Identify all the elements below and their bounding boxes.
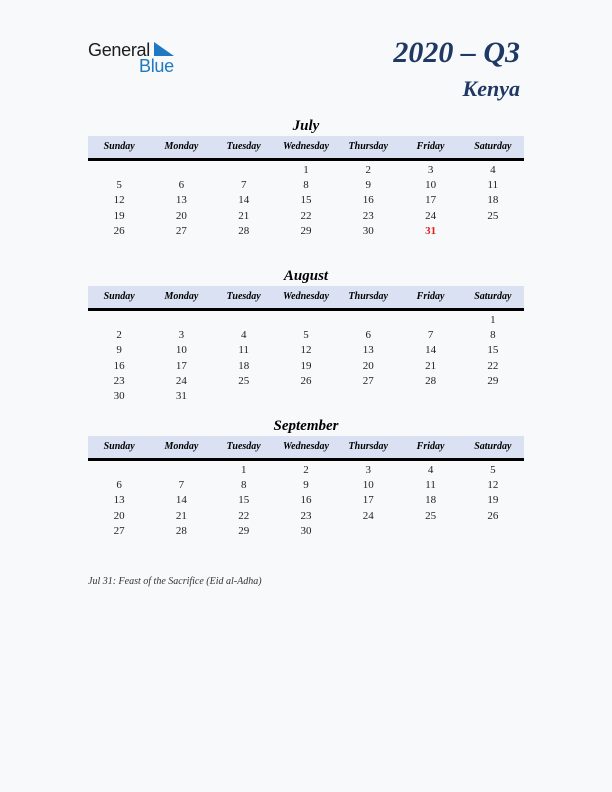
weekday-label: Thursday: [348, 291, 388, 302]
day-cell: 17: [425, 194, 437, 207]
weekday-label: Wednesday: [283, 141, 329, 152]
weekday-label: Tuesday: [226, 141, 261, 152]
empty-cell: [213, 313, 275, 328]
day-cell: 11: [487, 179, 499, 192]
day-cell: 7: [427, 329, 434, 342]
day-cell: 16: [113, 359, 125, 372]
day-cell: 12: [300, 344, 312, 357]
month-title: August: [283, 268, 329, 284]
day-cell: 19: [300, 359, 312, 372]
day-cell: 28: [425, 374, 437, 387]
day-cell: 15: [487, 344, 499, 357]
weekday-label: Saturday: [474, 441, 512, 452]
day-cell: 1: [240, 464, 247, 476]
empty-cell: [150, 313, 212, 328]
day-cell: 21: [425, 359, 437, 372]
empty-cell: [88, 463, 150, 478]
weekday-label: Thursday: [348, 141, 388, 152]
day-cell: 22: [487, 359, 499, 372]
day-cell: 27: [175, 224, 187, 237]
day-cell: 7: [240, 179, 247, 192]
day-cell: 18: [238, 359, 250, 372]
weekday-label: Sunday: [103, 441, 135, 452]
month-september: [88, 416, 524, 539]
weekday-header: [88, 136, 524, 161]
day-cell: 14: [425, 344, 437, 357]
day-cell: 29: [238, 524, 250, 537]
day-cell: 21: [238, 209, 250, 222]
weekday-label: Tuesday: [226, 291, 261, 302]
weekday-header: [88, 436, 524, 461]
day-cell: 27: [362, 374, 374, 387]
day-cell: 23: [300, 509, 312, 522]
day-cell: 9: [365, 179, 372, 192]
empty-cell: [462, 524, 524, 539]
empty-cell: [337, 524, 399, 539]
day-cell: 20: [175, 209, 187, 222]
weekday-label: Monday: [164, 141, 199, 152]
day-cell: 22: [238, 509, 250, 522]
empty-cell: [150, 163, 212, 178]
day-cell: 30: [113, 389, 125, 402]
weekday-label: Sunday: [103, 141, 135, 152]
day-cell: 11: [425, 479, 436, 492]
day-cell: 11: [238, 344, 249, 357]
day-cell: 5: [490, 464, 496, 476]
day-cell: 18: [425, 494, 437, 507]
day-cell: 17: [175, 359, 187, 372]
empty-cell: [337, 313, 399, 328]
day-cell: 19: [487, 494, 499, 507]
day-cell: 4: [240, 329, 247, 342]
empty-cell: [88, 313, 150, 328]
day-grid: [88, 463, 524, 539]
empty-cell: [399, 313, 461, 328]
empty-cell: [150, 463, 212, 478]
day-cell: 2: [303, 464, 309, 476]
day-cell: 14: [238, 194, 250, 207]
day-cell: 29: [487, 374, 499, 387]
empty-cell: [275, 313, 337, 328]
weekday-label: Friday: [416, 291, 445, 302]
day-cell: 15: [300, 194, 312, 207]
day-cell: 14: [175, 494, 187, 507]
day-cell: 12: [487, 479, 499, 492]
day-cell: 23: [113, 374, 125, 387]
month-august: [88, 266, 524, 404]
day-cell: 23: [362, 209, 374, 222]
day-cell: 16: [300, 494, 312, 507]
weekday-label: Thursday: [348, 441, 388, 452]
empty-cell: [213, 163, 275, 178]
day-cell: 1: [490, 314, 496, 326]
country-name: Kenya: [462, 76, 520, 101]
empty-cell: [88, 163, 150, 178]
weekday-label: Monday: [164, 441, 199, 452]
generalblue-logo: [88, 40, 188, 76]
day-cell: 26: [487, 509, 499, 522]
day-cell: 25: [425, 509, 437, 522]
day-cell: 28: [238, 224, 250, 237]
day-cell: 24: [175, 374, 187, 387]
empty-cell: [399, 389, 461, 404]
weekday-label: Wednesday: [283, 291, 329, 302]
day-cell: 29: [300, 224, 312, 237]
day-cell: 24: [425, 209, 437, 222]
day-cell: 10: [175, 344, 187, 357]
empty-cell: [399, 524, 461, 539]
day-cell: 4: [490, 164, 496, 176]
day-cell: 12: [113, 194, 125, 207]
day-cell: 13: [362, 344, 374, 357]
weekday-label: Monday: [164, 291, 199, 302]
logo-word-general: General: [88, 40, 150, 60]
day-cell: 7: [178, 479, 185, 492]
day-cell: 13: [113, 494, 125, 507]
day-cell: 26: [113, 224, 125, 237]
day-cell: 2: [116, 329, 122, 342]
day-cell: 25: [238, 374, 250, 387]
day-cell: 3: [365, 464, 372, 476]
day-cell: 31: [175, 389, 187, 402]
day-cell: 9: [303, 479, 309, 492]
day-cell: 8: [240, 479, 247, 492]
day-cell: 24: [362, 509, 374, 522]
empty-cell: [337, 389, 399, 404]
day-grid: [88, 163, 524, 239]
empty-cell: [275, 389, 337, 404]
day-cell: 17: [362, 494, 374, 507]
weekday-label: Friday: [416, 441, 445, 452]
holiday-note: Jul 31: Feast of the Sacrifice (Eid al-Adha): [88, 576, 262, 587]
day-cell: 15: [238, 494, 250, 507]
day-cell: 8: [303, 179, 309, 192]
day-cell: 18: [487, 194, 499, 207]
holiday-day-cell: 31: [425, 224, 437, 237]
weekday-label: Friday: [416, 141, 445, 152]
day-cell: 3: [427, 164, 434, 176]
empty-cell: [462, 389, 524, 404]
month-title: September: [273, 418, 339, 434]
day-cell: 30: [362, 224, 374, 237]
day-cell: 5: [303, 329, 309, 342]
day-cell: 10: [362, 479, 374, 492]
day-cell: 20: [362, 359, 374, 372]
month-july: [88, 116, 524, 239]
day-cell: 1: [303, 164, 309, 176]
day-cell: 9: [116, 344, 122, 357]
day-cell: 20: [113, 509, 125, 522]
day-cell: 19: [113, 209, 125, 222]
weekday-header: [88, 286, 524, 311]
day-cell: 8: [490, 329, 496, 342]
empty-cell: [213, 389, 275, 404]
day-cell: 4: [427, 464, 434, 476]
day-cell: 25: [487, 209, 499, 222]
logo-word-blue: Blue: [139, 56, 174, 76]
day-cell: 10: [425, 179, 437, 192]
weekday-label: Saturday: [474, 141, 512, 152]
day-cell: 6: [178, 179, 185, 192]
day-cell: 30: [300, 524, 312, 537]
weekday-label: Tuesday: [226, 441, 261, 452]
day-cell: 26: [300, 374, 312, 387]
day-cell: 21: [175, 509, 187, 522]
day-cell: 27: [113, 524, 125, 537]
day-cell: 2: [365, 164, 372, 176]
day-cell: 16: [362, 194, 374, 207]
day-cell: 28: [175, 524, 187, 537]
month-title: July: [292, 118, 320, 134]
day-cell: 3: [178, 329, 185, 342]
day-grid: [88, 313, 524, 404]
weekday-label: Wednesday: [283, 441, 329, 452]
page-title: 2020 – Q3: [393, 36, 520, 69]
weekday-label: Sunday: [103, 291, 135, 302]
weekday-label: Saturday: [474, 291, 512, 302]
day-cell: 13: [175, 194, 187, 207]
logo-triangle-icon: [154, 42, 174, 56]
day-cell: 6: [365, 329, 372, 342]
day-cell: 22: [300, 209, 312, 222]
day-cell: 5: [116, 179, 122, 192]
day-cell: 6: [116, 479, 122, 492]
empty-cell: [462, 224, 524, 239]
